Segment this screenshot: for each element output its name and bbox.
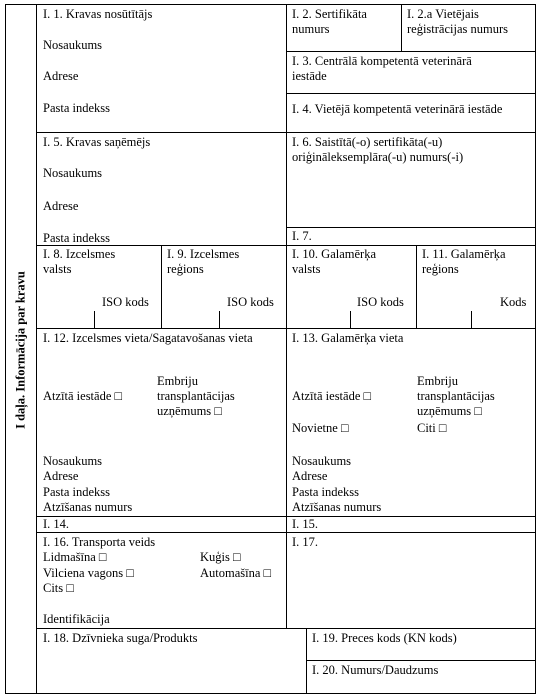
- box5-address-label: Adrese: [43, 199, 79, 213]
- box16-ship-checkbox[interactable]: Kuģis □: [200, 550, 241, 564]
- box9-code-tick: [219, 311, 220, 328]
- box9-title-line2: reģions: [167, 262, 204, 276]
- box12-title: I. 12. Izcelsmes vieta/Sagatavošanas vieta: [43, 331, 253, 345]
- box2a-title-line1: I. 2.a Vietējais: [407, 7, 479, 21]
- box12-embryo-line2: transplantācijas: [157, 389, 235, 403]
- box1-name-label: Nosaukums: [43, 38, 103, 52]
- box12-approved-body-checkbox[interactable]: Atzītā iestāde □: [43, 389, 123, 403]
- box6-title-line1: I. 6. Saistītā(-o) sertifikāta(-u): [292, 135, 443, 149]
- box11-title-line2: reģions: [422, 262, 459, 276]
- box12-embryo-checkbox[interactable]: uzņēmums □: [157, 404, 222, 418]
- box14-title: I. 14.: [43, 517, 70, 531]
- line-box19-bottom: [306, 660, 536, 661]
- line-box2-bottom: [286, 51, 536, 52]
- box2-divider: [401, 4, 402, 51]
- box8-iso-code-label: ISO kods: [102, 295, 149, 309]
- box3-title-line2: iestāde: [292, 69, 327, 83]
- box10-code-tick: [350, 311, 351, 328]
- box10-title-line1: I. 10. Galamērķa: [292, 247, 376, 261]
- box16-other-checkbox[interactable]: Cits □: [43, 581, 74, 595]
- box18-divider: [306, 628, 307, 694]
- box10-iso-code-label: ISO kods: [357, 295, 404, 309]
- box8-code-tick: [94, 311, 95, 328]
- box13-embryo-checkbox[interactable]: uzņēmums □: [417, 404, 482, 418]
- box12-postcode-label: Pasta indekss: [43, 485, 111, 499]
- box20-title: I. 20. Numurs/Daudzums: [312, 663, 439, 677]
- line-box16-bottom: [36, 628, 536, 629]
- box13-approved-body-checkbox[interactable]: Atzītā iestāde □: [292, 389, 372, 403]
- box1-address-label: Adrese: [43, 69, 79, 83]
- box8-title-line1: I. 8. Izcelsmes: [43, 247, 116, 261]
- mid-divider: [286, 4, 287, 629]
- box11-code-tick: [471, 311, 472, 328]
- box13-embryo-line2: transplantācijas: [417, 389, 495, 403]
- box2-title-line2: numurs: [292, 22, 330, 36]
- box6-title-line2: oriģināleksemplāra(-u) numurs(-i): [292, 150, 464, 164]
- box12-approval-number-label: Atzīšanas numurs: [43, 500, 133, 514]
- box1-postcode-label: Pasta indekss: [43, 101, 111, 115]
- box13-postcode-label: Pasta indekss: [292, 485, 360, 499]
- box4-title: I. 4. Vietējā kompetentā veterinārā iestāde: [292, 102, 503, 116]
- box18-title: I. 18. Dzīvnieka suga/Produkts: [43, 631, 198, 645]
- box16-rail-checkbox[interactable]: Vilciena vagons □: [43, 566, 134, 580]
- box5-title: I. 5. Kravas saņēmējs: [43, 135, 151, 149]
- box2-title-line1: I. 2. Sertifikāta: [292, 7, 367, 21]
- box11-code-label: Kods: [500, 295, 527, 309]
- line-box12-bottom: [36, 516, 536, 517]
- box8-divider: [161, 245, 162, 328]
- box5-name-label: Nosaukums: [43, 166, 103, 180]
- box16-road-checkbox[interactable]: Automašīna □: [200, 566, 272, 580]
- box13-address-label: Adrese: [292, 469, 328, 483]
- box7-title: I. 7.: [292, 229, 312, 243]
- outer-border-top: [5, 4, 536, 5]
- line-box3-bottom: [286, 93, 536, 94]
- line-box5-bottom: [36, 245, 536, 246]
- box12-address-label: Adrese: [43, 469, 79, 483]
- box12-embryo-line1: Embriju: [157, 374, 198, 388]
- box15-title: I. 15.: [292, 517, 319, 531]
- box19-title: I. 19. Preces kods (KN kods): [312, 631, 457, 645]
- box13-title: I. 13. Galamērķa vieta: [292, 331, 404, 345]
- box3-title-line1: I. 3. Centrālā kompetentā veterinārā: [292, 54, 472, 68]
- box13-name-label: Nosaukums: [292, 454, 352, 468]
- box16-identification-label: Identifikācija: [43, 612, 110, 626]
- line-box14-bottom: [36, 532, 536, 533]
- box9-iso-code-label: ISO kods: [227, 295, 274, 309]
- box13-other-checkbox[interactable]: Citi □: [417, 421, 447, 435]
- box11-title-line1: I. 11. Galamērķa: [422, 247, 506, 261]
- box1-title: I. 1. Kravas nosūtītājs: [43, 7, 153, 21]
- box12-name-label: Nosaukums: [43, 454, 103, 468]
- side-column-divider: [36, 4, 37, 694]
- box17-title: I. 17.: [292, 535, 319, 549]
- box16-plane-checkbox[interactable]: Lidmašīna □: [43, 550, 107, 564]
- box9-title-line1: I. 9. Izcelsmes: [167, 247, 240, 261]
- box2a-title-line2: reģistrācijas numurs: [407, 22, 509, 36]
- box10-divider: [416, 245, 417, 328]
- box13-approval-number-label: Atzīšanas numurs: [292, 500, 382, 514]
- outer-border-right: [535, 4, 536, 694]
- box13-embryo-line1: Embriju: [417, 374, 458, 388]
- box13-holding-checkbox[interactable]: Novietne □: [292, 421, 349, 435]
- outer-border-left: [5, 4, 6, 694]
- box16-title: I. 16. Transporta veids: [43, 535, 156, 549]
- line-box6-bottom: [286, 227, 536, 228]
- line-box8-bottom: [36, 328, 536, 329]
- section-side-label: I daļa. Informācija par kravu: [13, 271, 28, 429]
- box8-title-line2: valsts: [43, 262, 72, 276]
- box5-postcode-label: Pasta indekss: [43, 231, 111, 245]
- line-box4-bottom: [36, 132, 536, 133]
- outer-border-bottom: [5, 693, 536, 694]
- box10-title-line2: valsts: [292, 262, 321, 276]
